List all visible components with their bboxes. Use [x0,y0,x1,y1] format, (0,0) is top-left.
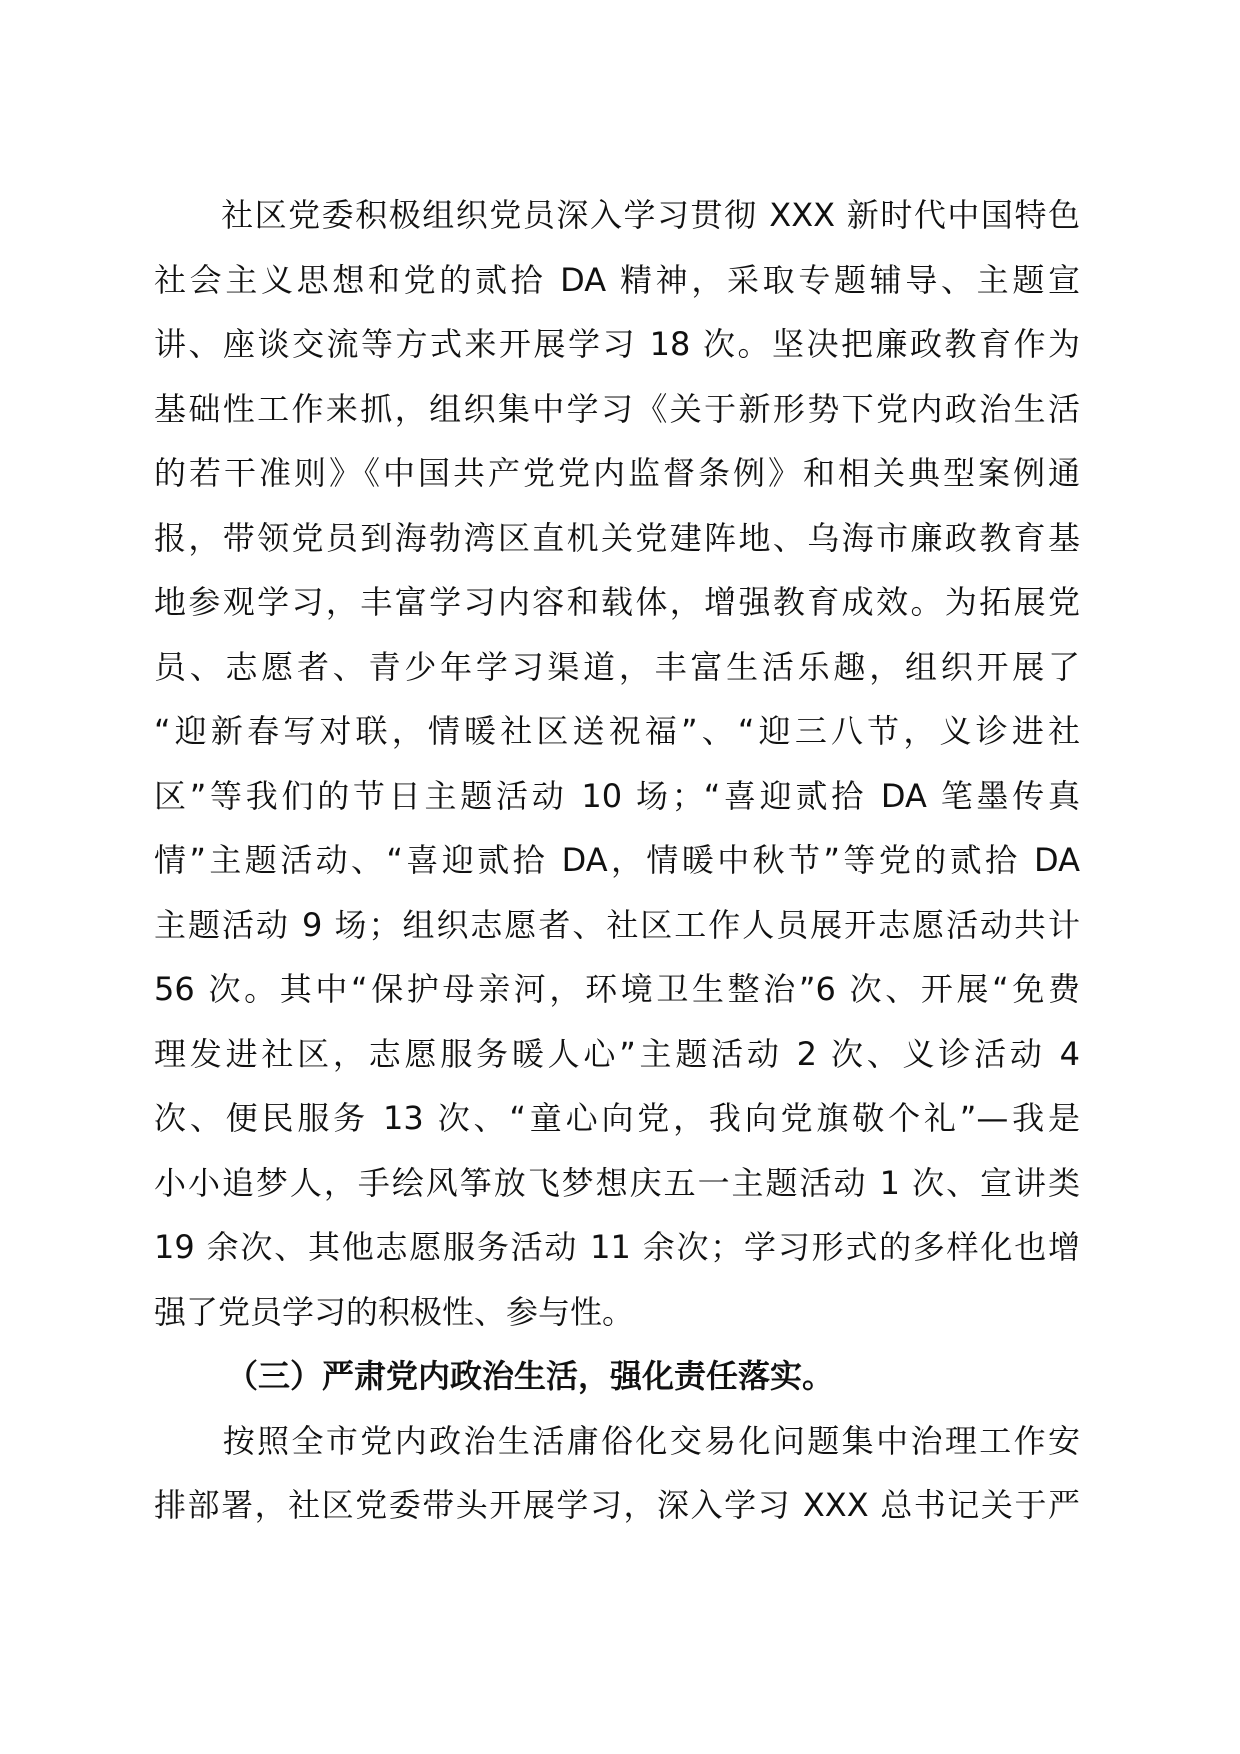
paragraph-line: 区”等我们的节日主题活动 10 场；“喜迎贰拾 DA 笔墨传真 [154,776,1080,815]
paragraph-line: 次、便民服务 13 次、“童心向党，我向党旗敬个礼”—我是 [154,1099,1080,1137]
paragraph-line: 员、志愿者、青少年学习渠道，丰富生活乐趣，组织开展了 [154,647,1080,686]
paragraph-line: 报，带领党员到海勃湾区直机关党建阵地、乌海市廉政教育基 [154,518,1080,557]
paragraph-line: 小小追梦人，手绘风筝放飞梦想庆五一主题活动 1 次、宣讲类 [154,1163,1080,1202]
paragraph-line: 主题活动 9 场；组织志愿者、社区工作人员展开志愿活动共计 [154,905,1080,944]
paragraph-line: 19 余次、其他志愿服务活动 11 余次；学习形式的多样化也增 [154,1228,1080,1266]
paragraph-study-activities [154,183,1080,1344]
paragraph-line: 地参观学习，丰富学习内容和载体，增强教育成效。为拓展党 [154,583,1080,621]
paragraph-line: “迎新春写对联，情暖社区送祝福”、“迎三八节，义诊进社 [154,712,1080,750]
document-body [154,183,1080,1538]
paragraph-line: 强了党员学习的积极性、参与性。 [154,1292,635,1331]
paragraph-line: 理发进社区，志愿服务暖人心”主题活动 2 次、义诊活动 4 [154,1034,1080,1073]
paragraph-line: 讲、座谈交流等方式来开展学习 18 次。坚决把廉政教育作为 [154,325,1080,363]
paragraph-line: 基础性工作来抓，组织集中学习《关于新形势下党内政治生活 [154,389,1080,428]
paragraph-political-life [154,1409,1080,1538]
paragraph-line: 的若干准则》《中国共产党党内监督条例》和相关典型案例通 [154,454,1080,492]
paragraph-line: 情”主题活动、“喜迎贰拾 DA，情暖中秋节”等党的贰拾 DA [154,841,1080,879]
paragraph-line: 社会主义思想和党的贰拾 DA 精神，采取专题辅导、主题宣 [154,260,1080,299]
paragraph-line: 排部署，社区党委带头开展学习，深入学习 XXX 总书记关于严 [154,1486,1080,1524]
paragraph-line: 56 次。其中“保护母亲河，环境卫生整治”6 次、开展“免费 [154,970,1080,1008]
paragraph-line: 社区党委积极组织党员深入学习贯彻 XXX 新时代中国特色 [154,196,1080,234]
section-heading: （三）严肃党内政治生活，强化责任落实。 [226,1357,835,1395]
paragraph-line: 按照全市党内政治生活庸俗化交易化问题集中治理工作安 [154,1421,1080,1460]
